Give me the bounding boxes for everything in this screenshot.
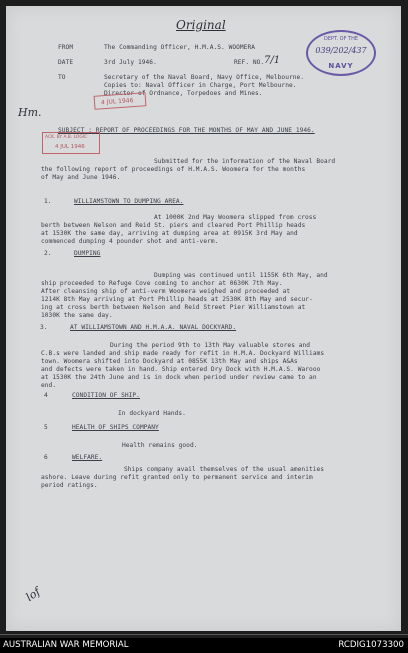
section-5-line-1: Health remains good. — [122, 442, 198, 449]
section-1-number: 1. — [44, 198, 52, 205]
section-3-heading: AT WILLIAMSTOWN AND H.M.A.A. NAVAL DOCKYARD. — [70, 324, 237, 331]
ack-stamp-title: ACK. BY A.B. LOGIC — [45, 135, 88, 140]
section-2-line-6: 1030K the same day. — [41, 312, 113, 319]
section-2-line-5: ing at cross berth between Nelson and Reid Street Pier Williamstown at — [41, 304, 306, 311]
section-2-line-1: Dumping was continued until 1155K 6th May, and — [154, 272, 328, 279]
subject-line: SUBJECT : REPORT OF PROCEEDINGS FOR THE MONTHS OF MAY AND JUNE 1946. — [58, 127, 315, 134]
section-2-number: 2. — [44, 250, 52, 257]
section-4-heading: CONDITION OF SHIP. — [72, 392, 140, 399]
archive-footer — [0, 638, 408, 653]
section-1-heading: WILLIAMSTOWN TO DUMPING AREA. — [74, 198, 184, 205]
navy-department-stamp — [306, 30, 376, 76]
section-3-line-6: end. — [41, 382, 57, 389]
initials-bottom: lof — [23, 585, 43, 604]
from-label: FROM — [58, 44, 74, 51]
footer-record-id: RCDIG1073300 — [338, 640, 404, 650]
navy-stamp-bottom: NAVY — [328, 62, 354, 70]
section-2-line-4: 1214K 8th May arriving at Port Phillip heads at 2530K 8th May and secur- — [41, 296, 313, 303]
section-4-line-1: In dockyard Hands. — [118, 410, 186, 417]
section-1-line-2: berth between Nelson and Reid St. piers and cleared Port Phillip heads — [41, 222, 306, 229]
to-line-3: Director of Ordnance, Torpedoes and Mines. — [104, 90, 263, 97]
navy-stamp-ref: 039/202/437 — [315, 46, 367, 55]
section-2-line-2: ship proceeded to Refuge Cove coming to anchor at 0630K 7th May. — [41, 280, 283, 287]
date-label: DATE — [58, 59, 74, 66]
ack-stamp-date: 4 JUL 1946 — [55, 144, 85, 150]
section-6-heading: WELFARE. — [72, 454, 103, 461]
section-4-number: 4 — [44, 392, 48, 399]
ref-label: REF. NO. — [234, 59, 265, 66]
section-3-line-1: During the period 9th to 13th May valuable stores and — [110, 342, 311, 349]
from-value: The Commanding Officer, H.M.A.S. WOOMERA — [104, 44, 256, 51]
section-1-line-3: at 1530K the same day, arriving at dumping area at 0915K 3rd May and — [41, 230, 298, 237]
footer-divider — [0, 634, 408, 635]
section-6-line-3: period ratings. — [41, 482, 98, 489]
received-date: 4 JUL 1946 — [100, 97, 134, 107]
section-2-heading: DUMPING — [74, 250, 101, 257]
to-line-2: Copies to: Naval Officer in Charge, Port Melbourne. — [104, 82, 297, 89]
section-1-line-4: commenced dumping 4 pounder shot and anti-verm. — [41, 238, 219, 245]
section-2-line-3: After cleansing ship of anti-verm Woomera weighed and proceeded at — [41, 288, 291, 295]
initials-left: Hm. — [18, 106, 42, 119]
section-3-number: 3. — [40, 324, 48, 331]
section-3-line-3: town. Woomera shifted into Dockyard at 0855K 13th May and ships A&As — [41, 358, 298, 365]
section-6-line-2: ashore. Leave during refit granted only to permanent service and interim — [41, 474, 313, 481]
section-6-number: 6 — [44, 454, 48, 461]
section-3-line-5: at 1530K the 24th June and is in dock when period under review came to an — [41, 374, 317, 381]
to-line-1: Secretary of the Naval Board, Navy Office, Melbourne. — [104, 74, 305, 81]
to-label: TO — [58, 74, 66, 81]
ref-value: 7/1 — [264, 55, 281, 66]
section-5-number: 5 — [44, 424, 48, 431]
footer-source: AUSTRALIAN WAR MEMORIAL — [3, 640, 129, 650]
intro-line-2: the following report of proceedings of H.M.A.S. Woomera for the months — [41, 166, 306, 173]
acknowledged-stamp — [42, 132, 100, 154]
section-5-heading: HEALTH OF SHIPS COMPANY — [72, 424, 159, 431]
navy-stamp-top: DEPT. OF THE — [323, 36, 359, 42]
document-page — [6, 6, 401, 631]
intro-line-3: of May and June 1946. — [41, 174, 121, 181]
section-6-line-1: Ships company avail themselves of the usual amenities — [124, 466, 325, 473]
section-3-line-2: C.B.s were landed and ship made ready for refit in H.M.A. Dockyard Williams — [41, 350, 325, 357]
intro-line-1: Submitted for the information of the Naval Board — [154, 158, 336, 165]
section-1-line-1: At 1000K 2nd May Woomera slipped from cross — [154, 214, 317, 221]
section-3-line-4: and defects were taken in hand. Ship entered Dry Dock with H.M.A.S. Warooo — [41, 366, 321, 373]
date-value: 3rd July 1946. — [104, 59, 157, 66]
handwritten-title: Original — [176, 18, 226, 32]
received-date-stamp — [94, 92, 147, 110]
